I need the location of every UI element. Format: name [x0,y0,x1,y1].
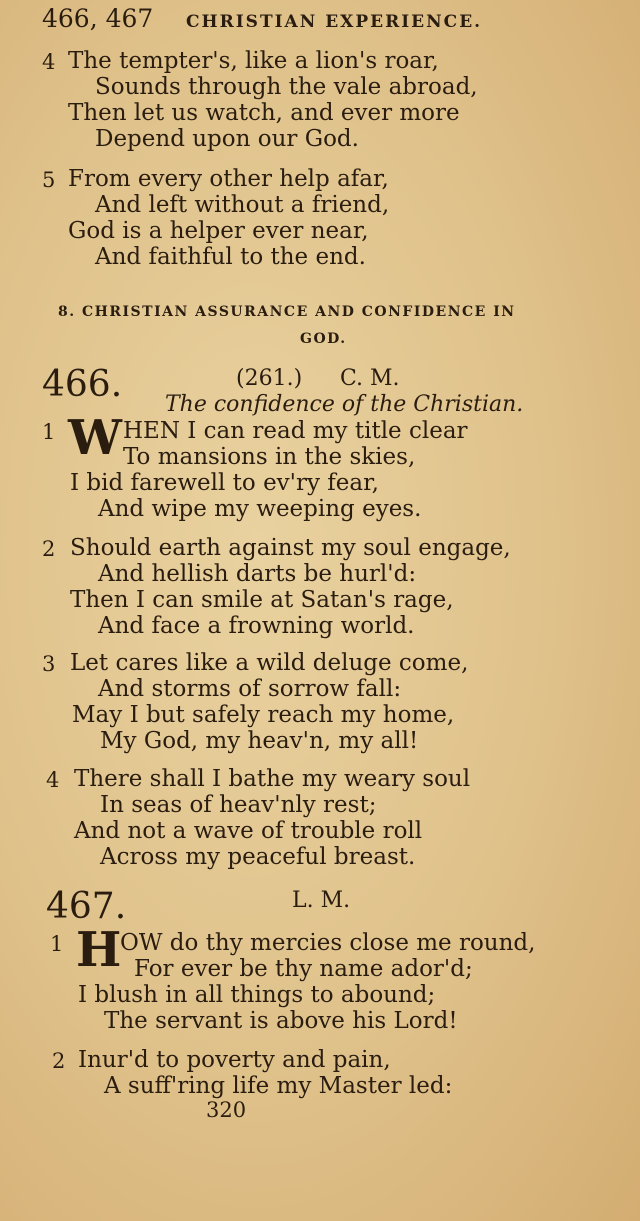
verse-line: From every other help afar, [68,166,389,192]
verse-line: And wipe my weeping eyes. [98,496,422,522]
tune-reference: (261.) [236,366,303,391]
verse-number: 2 [42,537,56,561]
drop-cap: W [68,410,122,466]
verse-line: The servant is above his Lord! [104,1008,458,1034]
verse-line: Sounds through the vale abroad, [95,74,478,100]
section-heading: 8. CHRISTIAN ASSURANCE AND CONFIDENCE IN [58,304,516,320]
verse-line: And faithful to the end. [95,244,366,270]
verse-number: 4 [42,50,56,74]
verse-line: In seas of heav'nly rest; [100,792,377,818]
verse-line: And face a frowning world. [98,613,415,639]
verse-line: Let cares like a wild deluge come, [70,650,469,676]
verse-line: Then I can smile at Satan's rage, [70,587,454,613]
meter: L. M. [292,888,351,913]
running-title: CHRISTIAN EXPERIENCE. [186,12,483,32]
verse-line: Should earth against my soul engage, [70,535,511,561]
verse-number: 4 [46,768,60,792]
verse-line: God is a helper ever near, [68,218,369,244]
verse-line: Then let us watch, and ever more [68,100,460,126]
drop-cap: H [76,922,122,978]
verse-number: 2 [52,1049,66,1073]
running-hymn-numbers: 466, 467 [42,4,154,33]
verse-line: To mansions in the skies, [123,444,416,470]
verse-line: And hellish darts be hurl'd: [98,561,417,587]
verse-line: OW do thy mercies close me round, [120,930,536,956]
verse-number: 1 [50,932,64,956]
section-heading-continued: GOD. [300,331,347,347]
verse-line: Across my peaceful breast. [100,844,416,870]
hymn-number: 466. [42,364,123,405]
verse-line: Inur'd to poverty and pain, [78,1047,391,1073]
verse-line: And not a wave of trouble roll [74,818,423,844]
hymn-number: 467. [46,886,127,927]
page-number: 320 [206,1098,247,1122]
verse-line: And storms of sorrow fall: [98,676,402,702]
verse-line: May I but safely reach my home, [72,702,455,728]
verse-line: A suff'ring life my Master led: [104,1073,453,1099]
verse-line: HEN I can read my title clear [123,418,468,444]
verse-line: I blush in all things to abound; [78,982,436,1008]
verse-line: The tempter's, like a lion's roar, [68,48,439,74]
verse-line: And left without a friend, [95,192,390,218]
verse-line: There shall I bathe my weary soul [74,766,471,792]
verse-line: For ever be thy name ador'd; [134,956,473,982]
verse-number: 3 [42,652,56,676]
verse-number: 5 [42,168,56,192]
verse-line: I bid farewell to ev'ry fear, [70,470,379,496]
verse-number: 1 [42,420,56,444]
hymn-subtitle: The confidence of the Christian. [165,392,524,417]
verse-line: Depend upon our God. [95,126,359,152]
verse-line: My God, my heav'n, my all! [100,728,419,754]
meter: C. M. [340,366,400,391]
